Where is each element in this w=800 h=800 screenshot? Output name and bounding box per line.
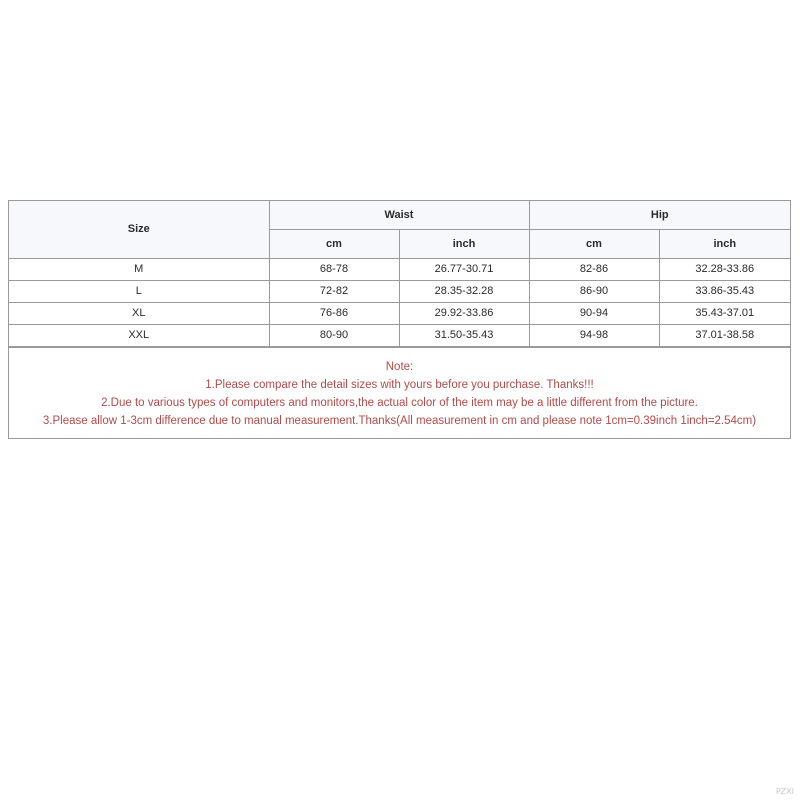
hip-cm-cell: 86-90 xyxy=(529,280,659,302)
table-row xyxy=(9,302,790,324)
hip-cm-header: cm xyxy=(529,229,659,258)
hip-inch-cell: 37.01-38.58 xyxy=(659,324,790,346)
waist-inch-cell: 29.92-33.86 xyxy=(399,302,529,324)
waist-header: Waist xyxy=(269,201,529,229)
waist-cm-cell: 80-90 xyxy=(269,324,399,346)
waist-cm-cell: 68-78 xyxy=(269,258,399,280)
table-row xyxy=(9,258,790,280)
size-cell: M xyxy=(9,258,269,280)
size-chart xyxy=(8,200,791,439)
waist-cm-cell: 72-82 xyxy=(269,280,399,302)
hip-cm-cell: 90-94 xyxy=(529,302,659,324)
size-cell: XL xyxy=(9,302,269,324)
size-header: Size xyxy=(9,201,269,258)
waist-cm-cell: 76-86 xyxy=(269,302,399,324)
waist-inch-cell: 28.35-32.28 xyxy=(399,280,529,302)
hip-inch-cell: 35.43-37.01 xyxy=(659,302,790,324)
waist-cm-header: cm xyxy=(269,229,399,258)
notes-section xyxy=(9,347,790,438)
hip-cm-cell: 94-98 xyxy=(529,324,659,346)
hip-header: Hip xyxy=(529,201,790,229)
waist-inch-cell: 26.77-30.71 xyxy=(399,258,529,280)
table-row xyxy=(9,280,790,302)
waist-inch-cell: 31.50-35.43 xyxy=(399,324,529,346)
size-cell: L xyxy=(9,280,269,302)
size-table xyxy=(9,201,790,347)
note-line-2: 2.Due to various types of computers and monitors,the actual color of the item may be a little different from the picture. xyxy=(101,396,698,409)
note-line-3: 3.Please allow 1-3cm difference due to manual measurement.Thanks(All measurement in cm and please note 1cm=0.39inch 1inch=2.54cm) xyxy=(42,414,757,427)
table-row xyxy=(9,324,790,346)
watermark: PZXI xyxy=(775,787,794,796)
header-row-top xyxy=(9,201,790,229)
note-title: Note: xyxy=(385,360,414,373)
note-line-1: 1.Please compare the detail sizes with yours before you purchase. Thanks!!! xyxy=(205,378,594,391)
waist-inch-header: inch xyxy=(399,229,529,258)
hip-inch-header: inch xyxy=(659,229,790,258)
hip-inch-cell: 32.28-33.86 xyxy=(659,258,790,280)
hip-cm-cell: 82-86 xyxy=(529,258,659,280)
hip-inch-cell: 33.86-35.43 xyxy=(659,280,790,302)
size-cell: XXL xyxy=(9,324,269,346)
